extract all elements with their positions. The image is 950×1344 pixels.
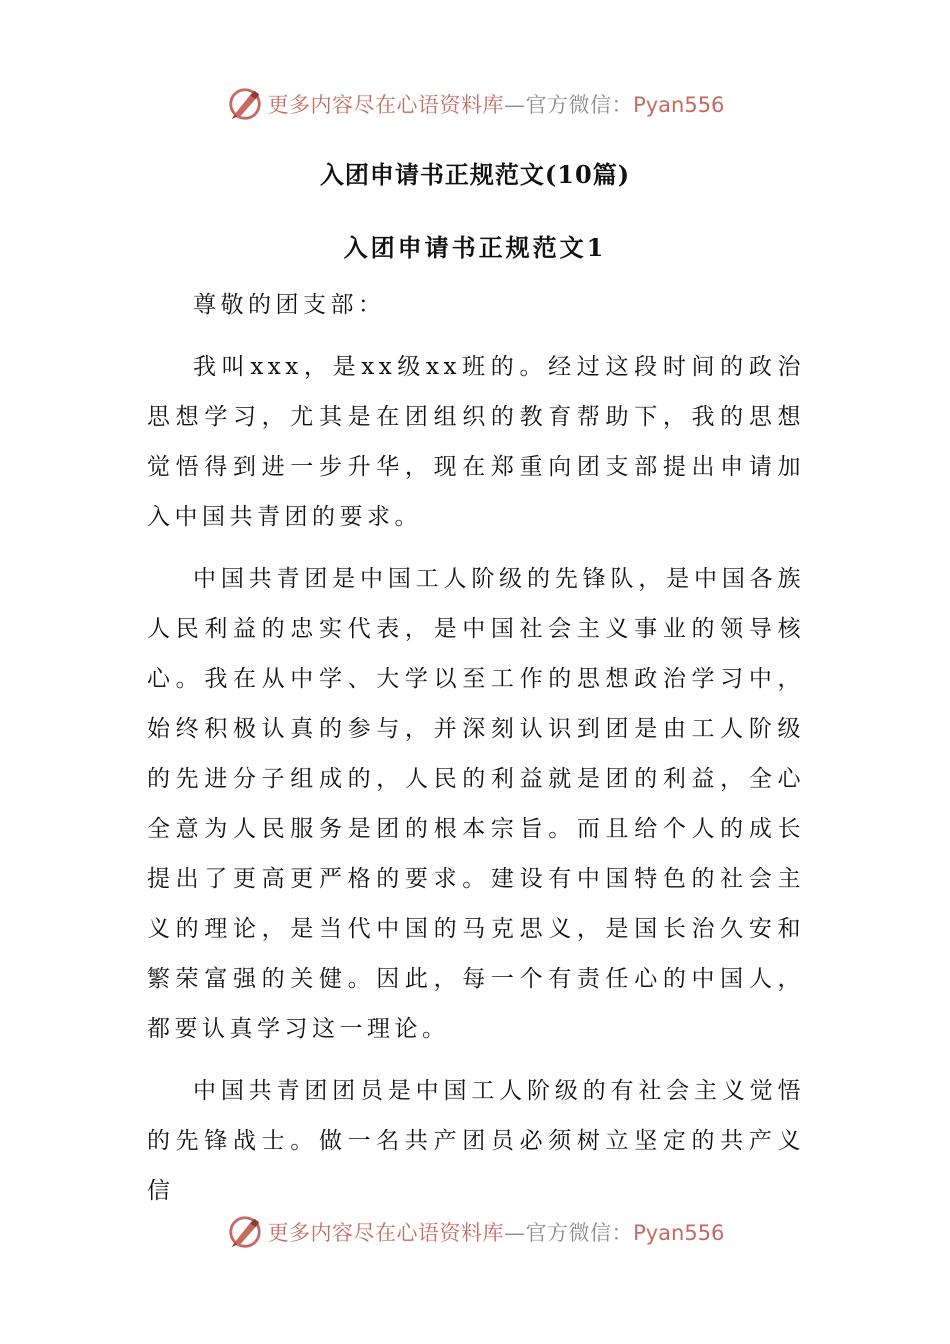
banner-wechat-label: 官方微信： (525, 93, 634, 117)
document-body (147, 280, 805, 1228)
banner-text (268, 1217, 725, 1247)
banner-dash: — (504, 93, 526, 117)
header-banner (0, 84, 950, 124)
banner-wechat-label: 官方微信： (525, 1221, 634, 1245)
banner-dash: — (504, 1221, 526, 1245)
banner-wechat-id: Pyan556 (633, 1221, 725, 1245)
pen-nib-icon (226, 1213, 264, 1251)
paragraph-1: 我叫xxx，是xx级xx班的。经过这段时间的政治思想学习，尤其是在团组织的教育帮助下，我的思想觉悟得到进一步升华，现在郑重向团支部提出申请加入中国共青团的要求。 (147, 354, 805, 530)
banner-text (268, 89, 725, 119)
footer-banner (0, 1212, 950, 1252)
banner-wechat-id: Pyan556 (633, 93, 725, 117)
banner-prefix: 更多内容尽在心语资料库 (267, 93, 505, 117)
salutation: 尊敬的团支部： (193, 292, 386, 318)
paragraph-2: 中国共青团是中国工人阶级的先锋队，是中国各族人民利益的忠实代表，是中国社会主义事业的领导核心。我在从中学、大学以至工作的思想政治学习中，始终积极认真的参与，并深刻认识到团是由工人阶级的先进分子组成的，人民的利益就是团的利益，全心全意为人民服务是团的根本宗旨。而且给个人的成长提出了更高更严格的要求。建设有中国特色的社会主义的理论，是当代中国的马克思义，是国长治久安和繁荣富强的关健。因此，每一个有责任心的中国人，都要认真学习这一理论。 (147, 566, 805, 1042)
pen-nib-icon (226, 85, 264, 123)
document-title: 入团申请书正规范文(10篇) (319, 160, 631, 189)
paragraph-3: 中国共青团团员是中国工人阶级的有社会主义觉悟的先锋战士。做一名共产团员必须树立坚定的共产义信 (147, 1078, 805, 1204)
document-subtitle: 入团申请书正规范文1 (343, 233, 607, 262)
banner-prefix: 更多内容尽在心语资料库 (267, 1221, 505, 1245)
